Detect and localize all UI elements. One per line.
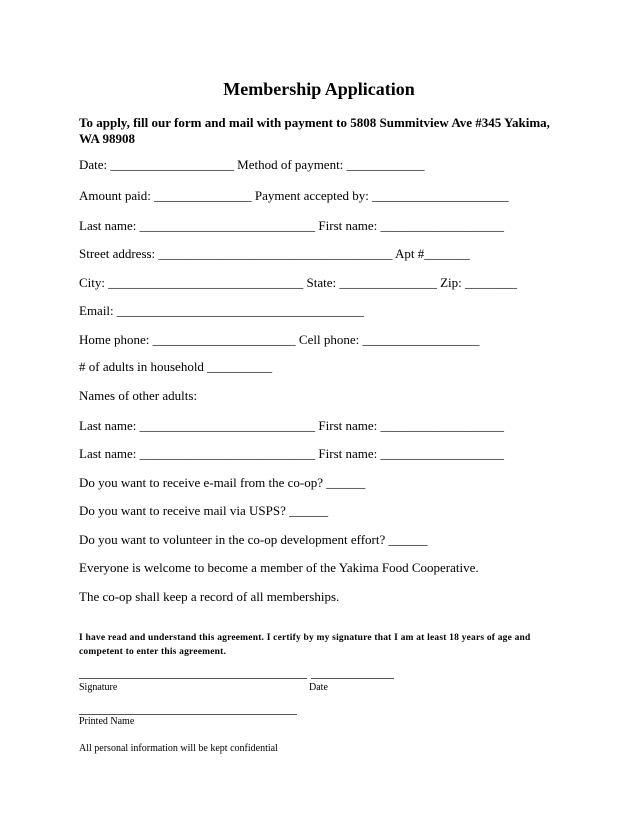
name-field[interactable]: Last name: ___________________________ First name: ___________________ [79, 218, 505, 233]
volunteer-optin-field[interactable]: Do you want to volunteer in the co-op development effort? ______ [79, 532, 428, 547]
date-line[interactable] [311, 678, 394, 679]
amount-paid-field[interactable]: Amount paid: _______________ Payment accepted by: _____________________ [79, 188, 509, 203]
signature-label: Signature [79, 682, 118, 693]
page-title: Membership Application [223, 79, 415, 99]
usps-optin-field[interactable]: Do you want to receive mail via USPS? ______ [79, 503, 329, 518]
other-adult-name-field[interactable]: Last name: ___________________________ First name: ___________________ [79, 418, 505, 433]
printed-name-line[interactable] [79, 714, 297, 715]
date-payment-method-field[interactable]: Date: ___________________ Method of payment: ____________ [79, 157, 425, 172]
other-adults-heading: Names of other adults: [79, 388, 198, 403]
email-optin-field[interactable]: Do you want to receive e-mail from the co-op? ______ [79, 475, 366, 490]
confidentiality-note: All personal information will be kept confidential [79, 743, 278, 754]
other-adult-name-field[interactable]: Last name: ___________________________ First name: ___________________ [79, 446, 505, 461]
agreement-text: I have read and understand this agreement. I certify by my signature that I am at least 18 years of age and competent to enter this agreement. [79, 633, 531, 657]
printed-name-label: Printed Name [79, 716, 135, 727]
email-field[interactable]: Email: ______________________________________ [79, 303, 364, 318]
city-state-zip-field[interactable]: City: ______________________________ State: _______________ Zip: ________ [79, 275, 518, 290]
records-statement: The co-op shall keep a record of all memberships. [79, 589, 340, 604]
phone-field[interactable]: Home phone: ______________________ Cell phone: __________________ [79, 332, 480, 347]
street-address-field[interactable]: Street address: ____________________________________ Apt #_______ [79, 246, 470, 261]
mailing-instructions: To apply, fill our form and mail with payment to 5808 Summitview Ave #345 Yakima, WA 98908 [79, 115, 550, 146]
date-label: Date [309, 682, 328, 693]
welcome-statement: Everyone is welcome to become a member of the Yakima Food Cooperative. [79, 560, 479, 575]
signature-line[interactable] [79, 678, 307, 679]
adults-count-field[interactable]: # of adults in household __________ [79, 359, 273, 374]
